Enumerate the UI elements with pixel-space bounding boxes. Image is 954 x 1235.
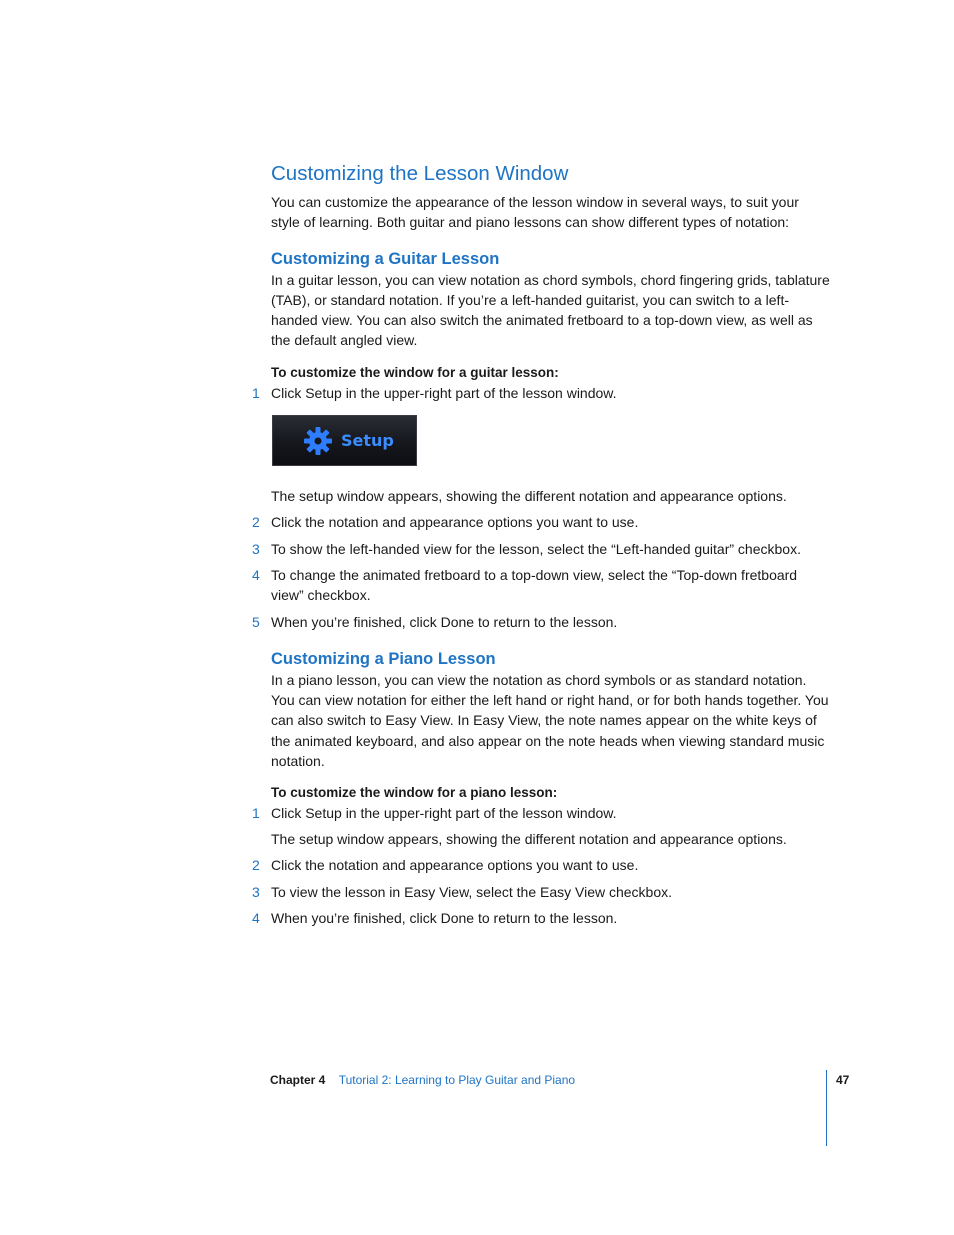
- piano-section-body: In a piano lesson, you can view the notation as chord symbols or as standard notation. You can view notation for either the left hand or right hand, or for both hands together. You can also switch to Easy View. In Easy View, the note names appear on the white keys of the animated keyboard, and also appear on the note heads when viewing standard music notation.: [271, 671, 829, 770]
- step-number: 3: [252, 883, 260, 900]
- step-number: 2: [252, 857, 260, 874]
- page-title: Customizing the Lesson Window: [271, 162, 569, 185]
- guitar-step-1: [252, 383, 831, 403]
- step-text: Click Setup in the upper-right part of the lesson window.: [271, 805, 617, 822]
- piano-step-4: [252, 908, 831, 928]
- step-number: 5: [252, 613, 260, 630]
- step-text: When you’re finished, click Done to return to the lesson.: [271, 910, 618, 927]
- guitar-section-heading: Customizing a Guitar Lesson: [271, 249, 500, 268]
- guitar-task-title: To customize the window for a guitar lesson:: [271, 364, 559, 380]
- step-text: To view the lesson in Easy View, select the Easy View checkbox.: [271, 883, 673, 900]
- guitar-section-body: In a guitar lesson, you can view notation as chord symbols, chord fingering grids, tablature (TAB), or standard notation. If you’re a left-handed guitarist, you can switch to a left-handed view. You can also switch the animated fretboard to a top-down view, as well as the default angled view.: [271, 271, 830, 349]
- guitar-step-5: [252, 612, 831, 632]
- guitar-step-4: [252, 565, 831, 606]
- guitar-step-1-result: The setup window appears, showing the different notation and appearance options.: [271, 488, 787, 505]
- intro-paragraph: You can customize the appearance of the lesson window in several ways, to suit your style of learning. Both guitar and piano lessons can show different types of notation:: [271, 194, 799, 231]
- step-number: 4: [252, 910, 260, 927]
- piano-step-1-result: The setup window appears, showing the different notation and appearance options.: [271, 831, 787, 848]
- piano-step-1: [252, 803, 831, 823]
- step-text: To change the animated fretboard to a top-down view, select the “Top-down fretboard view” checkbox.: [271, 566, 798, 604]
- step-text: Click Setup in the upper-right part of the lesson window.: [271, 384, 617, 401]
- step-number: 4: [252, 566, 260, 583]
- footer-divider: [826, 1070, 827, 1146]
- page-number: 47: [836, 1073, 850, 1087]
- step-number: 3: [252, 540, 260, 557]
- piano-step-2: [252, 855, 831, 875]
- step-text: When you’re finished, click Done to return to the lesson.: [271, 613, 618, 630]
- setup-button-screenshot: [272, 415, 417, 466]
- guitar-step-3: [252, 539, 831, 559]
- step-text: Click the notation and appearance options you want to use.: [271, 514, 639, 531]
- footer-chapter-title: Tutorial 2: Learning to Play Guitar and Piano: [338, 1073, 576, 1087]
- piano-task-title: To customize the window for a piano lesson:: [271, 785, 558, 801]
- footer-chapter: Chapter 4: [270, 1073, 326, 1087]
- step-number: 1: [252, 805, 260, 822]
- piano-step-3: [252, 882, 831, 902]
- step-number: 1: [252, 384, 260, 401]
- step-text: To show the left-handed view for the lesson, select the “Left-handed guitar” checkbox.: [271, 540, 801, 557]
- piano-section-heading: Customizing a Piano Lesson: [271, 649, 496, 668]
- guitar-step-2: [252, 512, 831, 532]
- gear-icon: [303, 426, 333, 456]
- setup-button-label: Setup: [341, 431, 394, 451]
- step-number: 2: [252, 514, 260, 531]
- page-content: [252, 160, 831, 928]
- step-text: Click the notation and appearance options you want to use.: [271, 857, 639, 874]
- page-footer: [270, 1072, 575, 1088]
